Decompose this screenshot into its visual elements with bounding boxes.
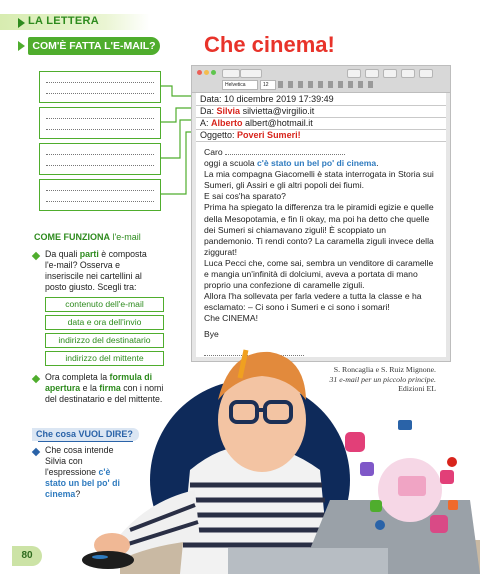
option-sender[interactable]: indirizzo del mittente bbox=[45, 351, 164, 366]
body-line-6: Allora l'ha sollevata per farla vedere a tutta la classe e ha esclamato: – Ci sono i Sumeri e ci sono i somari! bbox=[204, 291, 422, 313]
section-title: LA LETTERA bbox=[28, 15, 100, 27]
body-line-1c: . bbox=[376, 158, 379, 169]
body-line-1a: oggi a scuola bbox=[204, 158, 258, 169]
to-address: albert@hotmail.it bbox=[245, 118, 313, 128]
come-funziona-heading: COME FUNZIONA l'e-mail bbox=[34, 232, 141, 242]
question-parts: Da quali parti è composta l'e-mail? Osserva e inseriscile nei cartellini al posto giusto. Scegli tra: bbox=[45, 249, 147, 292]
question-complete: Ora completa la formula di apertura e la firma con i nomi del destinatario e del mittente. bbox=[45, 372, 164, 404]
body-line-7: Che CINEMA! bbox=[204, 313, 258, 324]
from-address: silvietta@virgilio.it bbox=[242, 106, 315, 116]
body-highlight: c'è stato un bel po' di cinema bbox=[257, 158, 377, 169]
subsection-title: COM'È FATTA L'E-MAIL? bbox=[28, 37, 160, 55]
vuol-dire-heading: Che cosa VUOL DIRE? bbox=[32, 428, 139, 441]
option-content[interactable]: contenuto dell'e-mail bbox=[45, 297, 164, 312]
size-select[interactable]: 12 bbox=[260, 80, 276, 90]
source-credit: S. Roncaglia e S. Ruiz Mignone. 31 e-mail per un piccolo principe. Edizioni EL bbox=[329, 365, 436, 393]
question-meaning: Che cosa intende Silvia con l'espressione c'è stato un bel po' di cinema? bbox=[45, 445, 120, 499]
option-recipient[interactable]: indirizzo del destinatario bbox=[45, 333, 164, 348]
subject-label: Oggetto: bbox=[200, 130, 235, 140]
body-line-5: Luca Pecci che, come sai, sembra un venditore di caramelle e mangia un'infinità di dolciumi, aveva a portata di mano proprio una confezione di caramelle ziguli. bbox=[204, 257, 434, 291]
font-select[interactable]: Helvetica bbox=[222, 80, 258, 90]
page-number: 80 bbox=[12, 546, 42, 566]
to-name: Alberto bbox=[211, 118, 243, 128]
body-line-4: Prima ha spiegato la differenza tra le piramidi egizie e quelle della Mesopotamia, e fin lì okay, ma poi ha detto che quelle dei Sumeri si chiamavano ziguli! È scoppiato un pandemonio. Ti rendi conto? La caramella ziguli invece della ziggurat! bbox=[204, 202, 434, 257]
greeting: Caro bbox=[204, 147, 223, 157]
page-title: Che cinema! bbox=[204, 32, 335, 57]
from-name: Silvia bbox=[216, 106, 241, 116]
subject-value: Poveri Sumeri! bbox=[237, 130, 301, 140]
option-date[interactable]: data e ora dell'invio bbox=[45, 315, 164, 330]
from-label: Da: bbox=[200, 106, 215, 116]
to-label: A: bbox=[200, 118, 209, 128]
body-line-3: E sai cos'ha sparato? bbox=[204, 191, 286, 202]
date-label: Data: bbox=[200, 94, 222, 104]
body-line-2: La mia compagna Giacomelli è stata interrogata in Storia sui Sumeri, gli Assiri e gli altri popoli dei fiumi. bbox=[204, 169, 434, 191]
date-value: 10 dicembre 2019 17:39:49 bbox=[224, 94, 334, 104]
closing: Bye bbox=[204, 328, 219, 339]
